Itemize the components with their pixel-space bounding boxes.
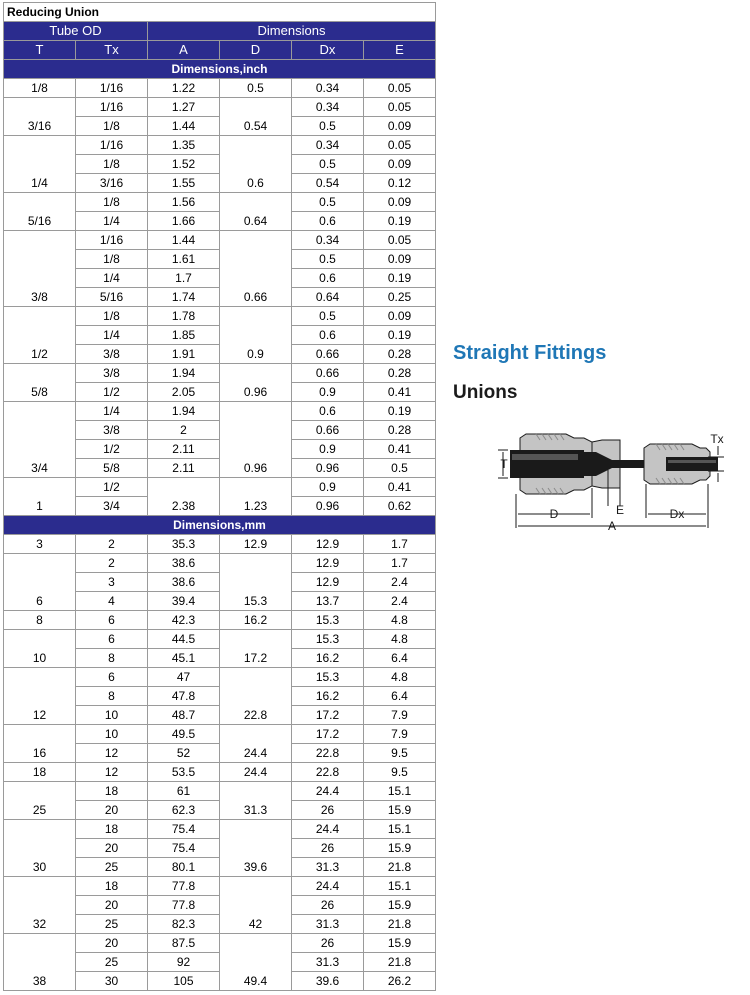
cell-d: 16.2	[220, 611, 292, 630]
cell-a: 2.11	[148, 459, 220, 478]
cell-dx: 24.4	[292, 782, 364, 801]
cell-dx: 0.5	[292, 250, 364, 269]
cell-dx: 0.6	[292, 326, 364, 345]
cell-a: 1.94	[148, 402, 220, 421]
label-e: E	[615, 503, 625, 517]
cell-t: 5/8	[4, 364, 76, 402]
cell-a: 53.5	[148, 763, 220, 782]
cell-dx: 12.9	[292, 554, 364, 573]
cell-a: 45.1	[148, 649, 220, 668]
cell-e: 0.41	[364, 478, 436, 497]
cell-tx: 1/16	[76, 98, 148, 117]
cell-dx: 0.6	[292, 402, 364, 421]
cell-e: 0.09	[364, 155, 436, 174]
cell-tx: 3/8	[76, 421, 148, 440]
table-row	[4, 79, 436, 98]
unions-subheading: Unions	[453, 382, 518, 403]
cell-dx: 17.2	[292, 725, 364, 744]
cell-a: 1.22	[148, 79, 220, 98]
cell-dx: 0.34	[292, 79, 364, 98]
cell-tx: 10	[76, 706, 148, 725]
cell-e: 2.4	[364, 592, 436, 611]
cell-dx: 0.5	[292, 155, 364, 174]
cell-dx: 16.2	[292, 649, 364, 668]
cell-a: 87.5	[148, 934, 220, 953]
cell-a: 92	[148, 953, 220, 972]
cell-dx: 0.96	[292, 497, 364, 516]
cell-dx: 22.8	[292, 744, 364, 763]
col-header-d: D	[220, 41, 292, 60]
cell-tx: 1/8	[76, 193, 148, 212]
cell-d: 1.23	[220, 478, 292, 516]
table-row	[4, 725, 436, 744]
cell-a: 2	[148, 421, 220, 440]
cell-e: 26.2	[364, 972, 436, 991]
cell-d: 39.6	[220, 820, 292, 877]
cell-t: 25	[4, 782, 76, 820]
section-header-row	[4, 60, 436, 79]
cell-d: 0.6	[220, 136, 292, 193]
cell-dx: 0.66	[292, 364, 364, 383]
cell-a: 1.56	[148, 193, 220, 212]
cell-tx: 1/2	[76, 383, 148, 402]
fitting-drawing	[510, 434, 718, 494]
cell-tx: 5/16	[76, 288, 148, 307]
table-row	[4, 820, 436, 839]
cell-dx: 24.4	[292, 820, 364, 839]
union-fitting-diagram	[496, 426, 726, 532]
cell-d: 17.2	[220, 630, 292, 668]
col-header-a: A	[148, 41, 220, 60]
cell-tx: 18	[76, 877, 148, 896]
cell-a: 61	[148, 782, 220, 801]
cell-d: 12.9	[220, 535, 292, 554]
cell-e: 0.05	[364, 79, 436, 98]
cell-dx: 15.3	[292, 630, 364, 649]
cell-dx: 0.54	[292, 174, 364, 193]
cell-t: 5/16	[4, 193, 76, 231]
cell-e: 0.09	[364, 117, 436, 136]
cell-tx: 10	[76, 725, 148, 744]
cell-t: 38	[4, 934, 76, 991]
cell-a: 2.11	[148, 440, 220, 459]
cell-tx: 5/8	[76, 459, 148, 478]
cell-e: 2.4	[364, 573, 436, 592]
cell-dx: 26	[292, 801, 364, 820]
cell-a: 1.35	[148, 136, 220, 155]
cell-dx: 0.5	[292, 307, 364, 326]
cell-a: 52	[148, 744, 220, 763]
reducing-union-table	[3, 2, 436, 991]
cell-tx: 25	[76, 953, 148, 972]
cell-tx: 30	[76, 972, 148, 991]
cell-e: 0.19	[364, 326, 436, 345]
cell-d: 24.4	[220, 725, 292, 763]
cell-t: 1/8	[4, 79, 76, 98]
cell-tx: 1/8	[76, 307, 148, 326]
cell-tx: 1/16	[76, 79, 148, 98]
cell-tx: 20	[76, 839, 148, 858]
cell-dx: 39.6	[292, 972, 364, 991]
cell-tx: 6	[76, 668, 148, 687]
cell-dx: 0.34	[292, 98, 364, 117]
table-row	[4, 364, 436, 383]
cell-t: 3/16	[4, 98, 76, 136]
cell-e: 0.09	[364, 250, 436, 269]
cell-tx: 18	[76, 782, 148, 801]
cell-tx: 1/16	[76, 136, 148, 155]
cell-tx: 8	[76, 649, 148, 668]
cell-d: 0.54	[220, 98, 292, 136]
table-row	[4, 231, 436, 250]
cell-tx: 1/8	[76, 117, 148, 136]
label-d: D	[549, 507, 559, 521]
cell-e: 0.25	[364, 288, 436, 307]
cell-e: 21.8	[364, 953, 436, 972]
cell-tx: 18	[76, 820, 148, 839]
cell-tx: 1/8	[76, 155, 148, 174]
header-dimensions: Dimensions	[148, 22, 436, 41]
cell-dx: 26	[292, 839, 364, 858]
cell-dx: 0.6	[292, 269, 364, 288]
cell-a: 80.1	[148, 858, 220, 877]
cell-e: 0.05	[364, 231, 436, 250]
cell-dx: 26	[292, 896, 364, 915]
cell-dx: 16.2	[292, 687, 364, 706]
cell-e: 0.09	[364, 307, 436, 326]
cell-d: 0.96	[220, 364, 292, 402]
cell-e: 0.19	[364, 402, 436, 421]
cell-tx: 12	[76, 744, 148, 763]
cell-a: 38.6	[148, 554, 220, 573]
cell-t: 3	[4, 535, 76, 554]
cell-e: 4.8	[364, 668, 436, 687]
cell-a: 39.4	[148, 592, 220, 611]
header-row-group	[4, 22, 436, 41]
cell-e: 1.7	[364, 535, 436, 554]
cell-d: 15.3	[220, 554, 292, 611]
cell-e: 0.62	[364, 497, 436, 516]
cell-tx: 1/4	[76, 326, 148, 345]
cell-dx: 0.34	[292, 231, 364, 250]
label-t: T	[500, 457, 508, 471]
cell-tx: 4	[76, 592, 148, 611]
cell-dx: 15.3	[292, 668, 364, 687]
table-row	[4, 307, 436, 326]
cell-dx: 0.9	[292, 440, 364, 459]
cell-a: 77.8	[148, 877, 220, 896]
section-label: Dimensions,mm	[4, 516, 436, 535]
cell-t: 1/4	[4, 136, 76, 193]
table-row	[4, 630, 436, 649]
cell-e: 4.8	[364, 630, 436, 649]
cell-dx: 12.9	[292, 535, 364, 554]
cell-e: 7.9	[364, 725, 436, 744]
cell-t: 3/8	[4, 231, 76, 307]
cell-a: 1.78	[148, 307, 220, 326]
cell-tx: 6	[76, 630, 148, 649]
col-header-tx: Tx	[76, 41, 148, 60]
cell-tx: 1/4	[76, 212, 148, 231]
cell-e: 15.9	[364, 801, 436, 820]
cell-dx: 0.66	[292, 421, 364, 440]
table-row	[4, 98, 436, 117]
cell-dx: 0.6	[292, 212, 364, 231]
right-tube-shape	[666, 457, 718, 471]
cell-e: 7.9	[364, 706, 436, 725]
cell-e: 0.41	[364, 383, 436, 402]
cell-dx: 0.66	[292, 345, 364, 364]
cell-a: 47	[148, 668, 220, 687]
label-tx: Tx	[710, 432, 724, 446]
cell-t: 30	[4, 820, 76, 877]
cell-d: 0.66	[220, 231, 292, 307]
cell-a: 82.3	[148, 915, 220, 934]
cell-a: 1.66	[148, 212, 220, 231]
cell-tx: 8	[76, 687, 148, 706]
cell-a: 2.05	[148, 383, 220, 402]
cell-a: 1.52	[148, 155, 220, 174]
cell-e: 0.12	[364, 174, 436, 193]
cell-e: 4.8	[364, 611, 436, 630]
table-title-row	[4, 3, 436, 22]
table-row	[4, 136, 436, 155]
cell-tx: 3	[76, 573, 148, 592]
table-row	[4, 611, 436, 630]
cell-a: 77.8	[148, 896, 220, 915]
cell-tx: 25	[76, 858, 148, 877]
cell-d: 22.8	[220, 668, 292, 725]
cell-d: 0.5	[220, 79, 292, 98]
cell-d: 0.96	[220, 402, 292, 478]
col-header-dx: Dx	[292, 41, 364, 60]
cell-tx: 1/2	[76, 478, 148, 497]
table-row	[4, 193, 436, 212]
cell-t: 3/4	[4, 402, 76, 478]
cell-e: 0.28	[364, 364, 436, 383]
cell-dx: 0.9	[292, 383, 364, 402]
cell-tx: 1/8	[76, 250, 148, 269]
right-tube-highlight	[668, 460, 716, 463]
table-row	[4, 782, 436, 801]
cell-a: 35.3	[148, 535, 220, 554]
cell-e: 6.4	[364, 687, 436, 706]
cell-e: 0.19	[364, 212, 436, 231]
cell-tx: 25	[76, 915, 148, 934]
cell-dx: 31.3	[292, 858, 364, 877]
cell-tx: 1/16	[76, 231, 148, 250]
cell-a: 48.7	[148, 706, 220, 725]
cell-e: 15.9	[364, 934, 436, 953]
cell-e: 0.28	[364, 421, 436, 440]
cell-dx: 0.34	[292, 136, 364, 155]
cell-e: 9.5	[364, 763, 436, 782]
cell-e: 21.8	[364, 858, 436, 877]
cell-dx: 31.3	[292, 953, 364, 972]
cell-d: 42	[220, 877, 292, 934]
cell-tx: 12	[76, 763, 148, 782]
cell-dx: 24.4	[292, 877, 364, 896]
cell-tx: 3/8	[76, 345, 148, 364]
table-row	[4, 763, 436, 782]
cell-tx: 2	[76, 554, 148, 573]
cell-a: 1.61	[148, 250, 220, 269]
cell-dx: 15.3	[292, 611, 364, 630]
cell-tx: 1/2	[76, 440, 148, 459]
cell-e: 21.8	[364, 915, 436, 934]
cell-tx: 1/4	[76, 402, 148, 421]
cell-dx: 31.3	[292, 915, 364, 934]
table-row	[4, 554, 436, 573]
cell-t: 32	[4, 877, 76, 934]
cell-e: 0.41	[364, 440, 436, 459]
cell-e: 15.9	[364, 896, 436, 915]
cell-e: 0.19	[364, 269, 436, 288]
cell-t: 1	[4, 478, 76, 516]
cell-dx: 0.5	[292, 193, 364, 212]
cell-tx: 3/8	[76, 364, 148, 383]
cell-t: 8	[4, 611, 76, 630]
cell-t: 6	[4, 554, 76, 611]
cell-a: 1.27	[148, 98, 220, 117]
cell-a: 1.7	[148, 269, 220, 288]
table-row	[4, 535, 436, 554]
cell-tx: 20	[76, 801, 148, 820]
cell-tx: 6	[76, 611, 148, 630]
cell-dx: 17.2	[292, 706, 364, 725]
cell-a: 1.44	[148, 117, 220, 136]
cell-e: 0.5	[364, 459, 436, 478]
cell-a: 49.5	[148, 725, 220, 744]
cell-e: 0.09	[364, 193, 436, 212]
cell-e: 6.4	[364, 649, 436, 668]
cell-tx: 20	[76, 896, 148, 915]
cell-a: 75.4	[148, 820, 220, 839]
left-tube-highlight	[512, 454, 578, 460]
cell-t: 10	[4, 630, 76, 668]
table-row	[4, 877, 436, 896]
cell-tx: 3/4	[76, 497, 148, 516]
col-header-t: T	[4, 41, 76, 60]
cell-a: 44.5	[148, 630, 220, 649]
col-header-e: E	[364, 41, 436, 60]
cell-e: 15.1	[364, 820, 436, 839]
cell-d: 31.3	[220, 782, 292, 820]
cell-e: 9.5	[364, 744, 436, 763]
cell-dx: 0.96	[292, 459, 364, 478]
cell-dx: 0.9	[292, 478, 364, 497]
cell-a: 38.6	[148, 573, 220, 592]
table-row	[4, 478, 436, 497]
cell-d: 0.64	[220, 193, 292, 231]
cell-a: 47.8	[148, 687, 220, 706]
cell-dx: 26	[292, 934, 364, 953]
cell-t: 16	[4, 725, 76, 763]
cell-e: 0.05	[364, 136, 436, 155]
cell-t: 1/2	[4, 307, 76, 364]
cell-e: 1.7	[364, 554, 436, 573]
cell-tx: 3/16	[76, 174, 148, 193]
cell-dx: 0.5	[292, 117, 364, 136]
cell-e: 0.05	[364, 98, 436, 117]
cell-a: 1.74	[148, 288, 220, 307]
header-row-columns	[4, 41, 436, 60]
cell-e: 15.1	[364, 877, 436, 896]
cell-dx: 22.8	[292, 763, 364, 782]
cell-a: 1.94	[148, 364, 220, 383]
label-dx: Dx	[669, 507, 685, 521]
cell-dx: 13.7	[292, 592, 364, 611]
table-row	[4, 668, 436, 687]
cell-tx: 20	[76, 934, 148, 953]
cell-dx: 0.64	[292, 288, 364, 307]
cell-t: 18	[4, 763, 76, 782]
cell-a: 1.55	[148, 174, 220, 193]
cell-a: 1.85	[148, 326, 220, 345]
cell-a: 42.3	[148, 611, 220, 630]
section-label: Dimensions,inch	[4, 60, 436, 79]
cell-a: 1.91	[148, 345, 220, 364]
cell-a: 1.44	[148, 231, 220, 250]
cell-tx: 1/4	[76, 269, 148, 288]
cell-d: 49.4	[220, 934, 292, 991]
table-title: Reducing Union	[4, 3, 436, 22]
table-body	[4, 3, 436, 991]
cell-tx: 2	[76, 535, 148, 554]
cell-e: 15.1	[364, 782, 436, 801]
cell-e: 0.28	[364, 345, 436, 364]
table-row	[4, 934, 436, 953]
cell-dx: 12.9	[292, 573, 364, 592]
section-header-row	[4, 516, 436, 535]
cell-d: 0.9	[220, 307, 292, 364]
cell-e: 15.9	[364, 839, 436, 858]
cell-a: 2.38	[148, 478, 220, 516]
cell-a: 75.4	[148, 839, 220, 858]
table-row	[4, 402, 436, 421]
cell-t: 12	[4, 668, 76, 725]
label-a: A	[607, 519, 617, 532]
header-tube-od: Tube OD	[4, 22, 148, 41]
cell-a: 105	[148, 972, 220, 991]
cell-a: 62.3	[148, 801, 220, 820]
straight-fittings-heading: Straight Fittings	[453, 342, 607, 364]
cell-d: 24.4	[220, 763, 292, 782]
